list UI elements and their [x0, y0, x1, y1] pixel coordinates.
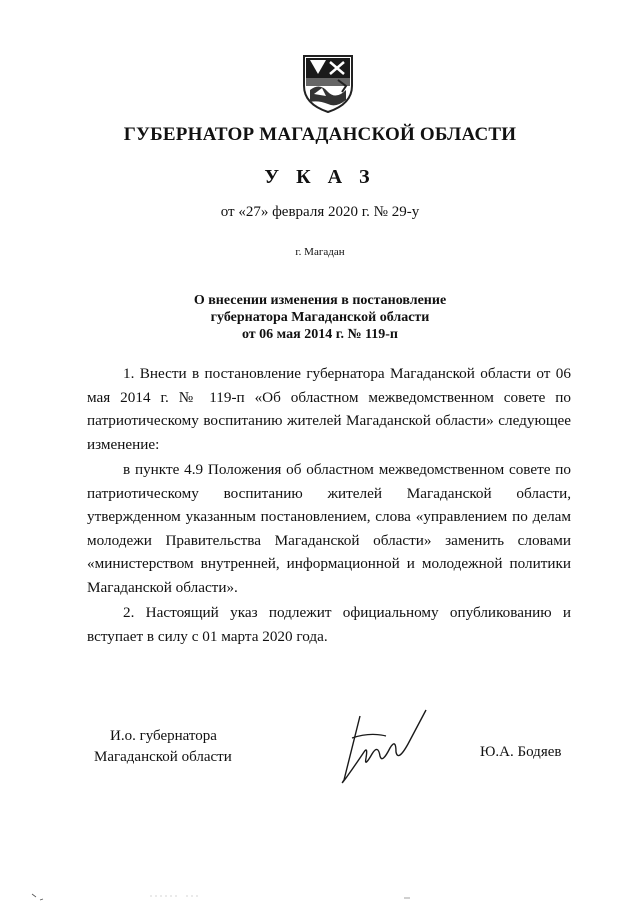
document-subject — [0, 292, 640, 343]
body-paragraph-3: 2. Настоящий указ подлежит официальному опубликованию и вступает в силу с 01 марта 2020 года. — [87, 604, 571, 645]
issuer-heading: ГУБЕРНАТОР МАГАДАНСКОЙ ОБЛАСТИ — [123, 124, 517, 145]
signatory-position-line-1: И.о. губернатора — [110, 728, 217, 744]
document-city: г. Магадан — [295, 246, 345, 258]
subject-line-1: О внесении изменения в постановление — [193, 293, 447, 308]
document-date-number: от «27» февраля 2020 г. № 29-у — [220, 204, 420, 220]
scan-noise — [0, 878, 640, 905]
subject-line-3: от 06 мая 2014 г. № 119-п — [241, 327, 398, 342]
signatory-position — [94, 726, 232, 768]
subject-line-2: губернатора Магаданской области — [210, 310, 430, 325]
body-paragraph-1: 1. Внести в постановление губернатора Магаданской области от 06 мая 2014 г. № 119-п «Об областном межведомственном совете по патриотическому воспитанию жителей Магаданской области» следующее изменение: — [87, 365, 571, 453]
document-type-title: У К А З — [264, 166, 376, 188]
signatory-name: Ю.А. Бодяев — [480, 744, 562, 760]
body-paragraph-2: в пункте 4.9 Положения об областном межведомственном совете по патриотическому воспитанию жителей Магаданской области, утвержденном указанным постановлением, слова «управлением по делам молодежи Правительства Магаданской области» заменить словами «министерством внутренней, информационной и молодежной политики Магаданской области». — [87, 461, 571, 596]
handwritten-signature — [330, 708, 440, 788]
document-body — [87, 362, 571, 648]
signatory-position-line-2: Магаданской области — [94, 749, 232, 765]
coat-of-arms-icon — [300, 52, 356, 114]
